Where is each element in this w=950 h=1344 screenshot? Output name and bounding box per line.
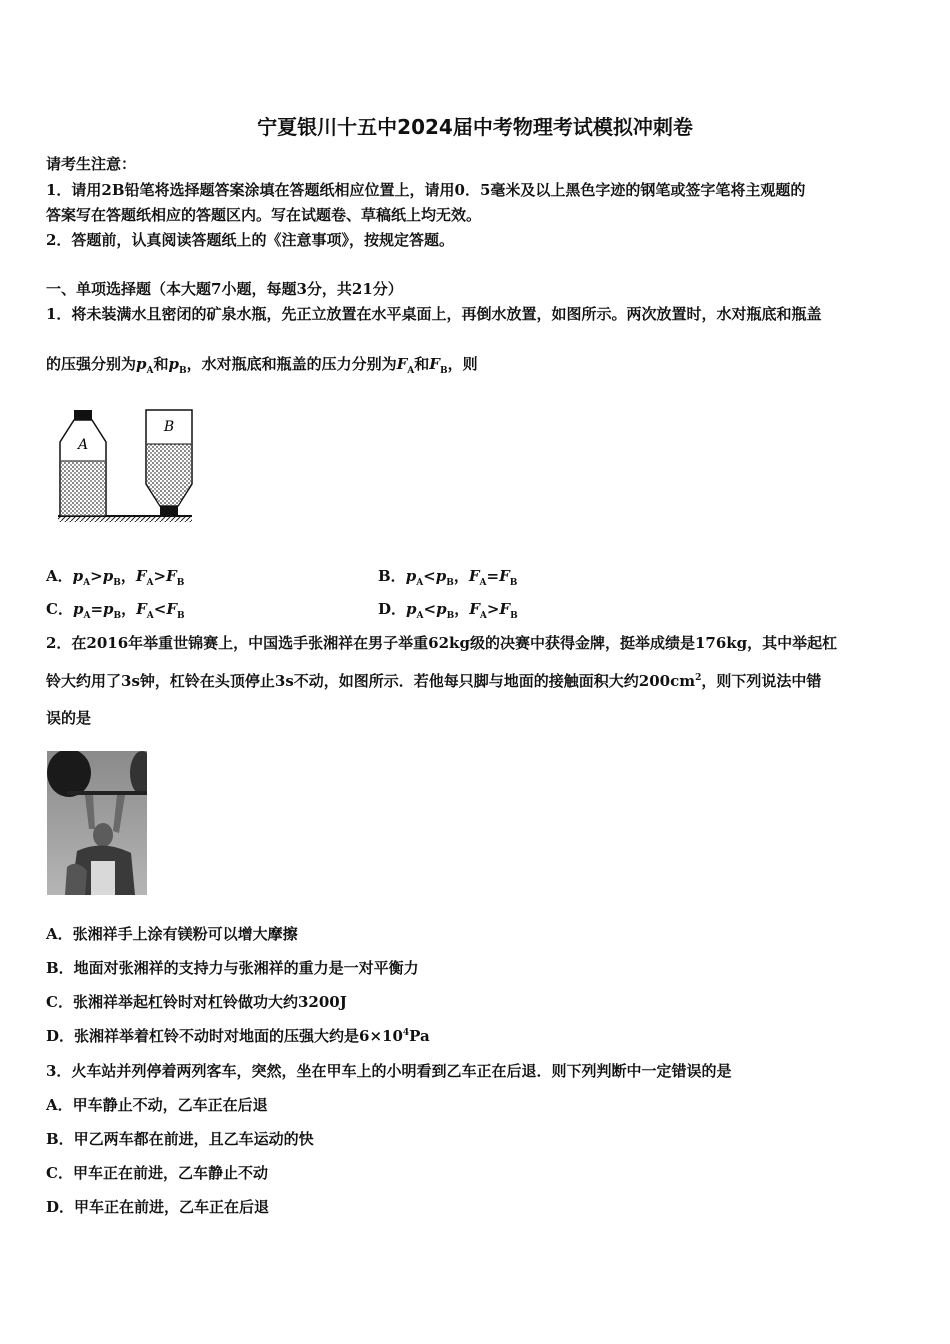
q3-option-b: B．甲乙两车都在前进，且乙车运动的快 xyxy=(46,1130,314,1148)
notice-item-1: 1．请用2B铅笔将选择题答案涂填在答题纸相应位置上，请用0．5毫米及以上黑色字迹的钢笔或签字笔将主观题的 xyxy=(46,181,806,199)
section-heading: 一、单项选择题（本大题7小题，每题3分，共21分） xyxy=(46,280,403,298)
notice-item-1-cont: 答案写在答题纸相应的答题区内。写在试题卷、草稿纸上均无效。 xyxy=(46,206,482,224)
lifter-head xyxy=(93,823,113,847)
barbell-bar xyxy=(67,791,147,795)
q2-option-c: C．张湘祥举起杠铃时对杠铃做功大约3200J xyxy=(46,993,347,1011)
q2-stem-line3: 误的是 xyxy=(46,709,92,727)
q3-option-c: C．甲车正在前进，乙车静止不动 xyxy=(46,1164,268,1182)
bottle-b xyxy=(146,410,192,516)
q2-option-b: B．地面对张湘祥的支持力与张湘祥的重力是一对平衡力 xyxy=(46,959,419,977)
q2-stem-line1: 2．在2016年举重世锦赛上，中国选手张湘祥在男子举重62kg级的决赛中获得金牌，挺举成绩是176kg，其中举起杠 xyxy=(46,634,838,652)
q1-option-a: A．$p_A>p_B$，$F_A>F_B$ xyxy=(46,567,185,588)
bottles-figure xyxy=(56,406,196,526)
q2-stem-line2: 铃大约用了3s钟，杠铃在头顶停止3s不动，如图所示．若他每只脚与地面的接触面积大约$200cm^2$，则下列说法中错 xyxy=(46,672,822,690)
page-title: 宁夏银川十五中2024届中考物理考试模拟冲刺卷 xyxy=(257,115,693,139)
bottle-b-label: B xyxy=(163,419,175,435)
q1-option-c: C．$p_A=p_B$，$F_A<F_B$ xyxy=(46,600,185,621)
notice-heading: 请考生注意： xyxy=(46,155,137,173)
notice-item-2: 2．答题前，认真阅读答题纸上的《注意事项》，按规定答题。 xyxy=(46,231,454,249)
q2-option-d: D．张湘祥举着杠铃不动时对地面的压强大约是$6\times 10^4Pa$ xyxy=(46,1027,430,1045)
q1-option-b: B．$p_A<p_B$，$F_A=F_B$ xyxy=(378,567,518,588)
q3-option-d: D．甲车正在前进，乙车正在后退 xyxy=(46,1198,270,1216)
bottle-a-label: A xyxy=(77,437,89,453)
weightlifter-photo xyxy=(47,751,147,895)
q1-stem-line1: 1．将未装满水且密闭的矿泉水瓶，先正立放置在水平桌面上，再倒水放置，如图所示。两次放置时，水对瓶底和瓶盖 xyxy=(46,305,822,323)
q1-stem-line2: 的压强分别为$p_A$和$p_B$，水对瓶底和瓶盖的压力分别为$F_A$和$F_B$，则 xyxy=(46,355,478,376)
q1-option-d: D．$p_A<p_B$，$F_A>F_B$ xyxy=(378,600,518,621)
q2-option-a: A．张湘祥手上涂有镁粉可以增大摩擦 xyxy=(46,925,298,943)
barbell-plate-left xyxy=(47,751,91,797)
bottle-a xyxy=(60,410,106,516)
q3-stem: 3．火车站并列停着两列客车，突然，坐在甲车上的小明看到乙车正在后退．则下列判断中一定错误的是 xyxy=(46,1062,732,1080)
q3-option-a: A．甲车静止不动，乙车正在后退 xyxy=(46,1096,268,1114)
